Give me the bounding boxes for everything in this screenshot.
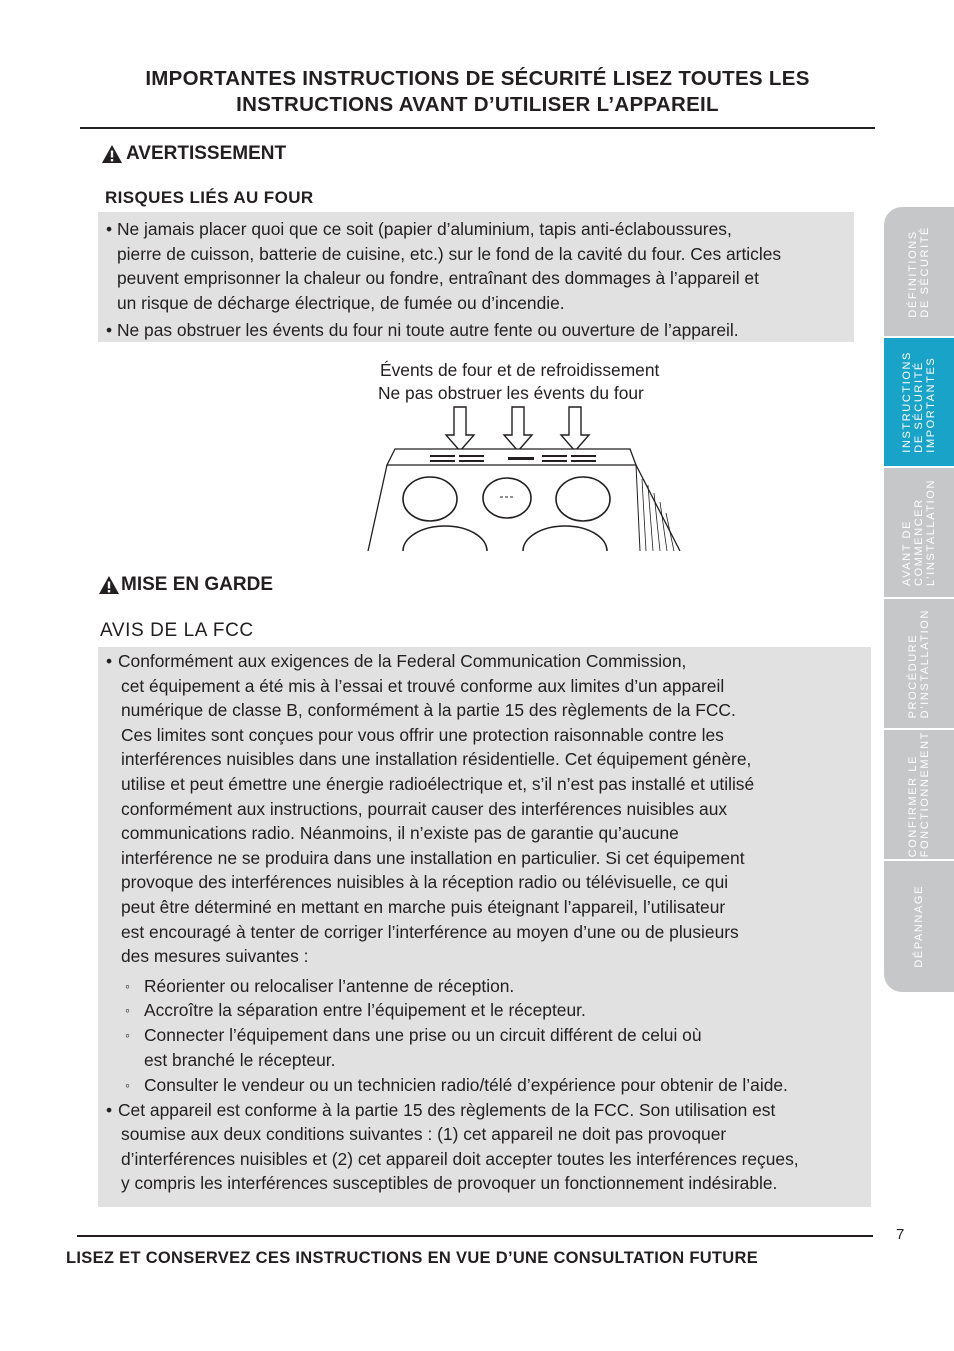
fcc-para1-line: communications radio. Néanmoins, il n’existe pas de garantie qu’aucune xyxy=(121,823,679,844)
measure-4: ◦ Consulter le vendeur ou un technicien radio/télé d’expérience pour obtenir de l’aide. xyxy=(144,1075,788,1096)
arrow-down-icon xyxy=(446,407,589,451)
caution-heading xyxy=(98,574,273,596)
tab-label: L’INSTALLATION xyxy=(925,479,937,586)
fcc-para1-line: interférence ne se produira dans une installation en particulier. Si cet équipement xyxy=(121,847,745,868)
fcc-para1-line: numérique de classe B, conformément à la partie 15 des règlements de la FCC. xyxy=(121,700,736,721)
footer-text: LISEZ ET CONSERVEZ CES INSTRUCTIONS EN VUE D’UNE CONSULTATION FUTURE xyxy=(66,1249,759,1267)
bullet2-text: • Ne pas obstruer les évents du four ni toute autre fente ou ouverture de l’appareil. xyxy=(117,320,739,341)
fcc-para1-line: utilise et peut émettre une énergie radioélectrique et, s’il n’est pas installé et utilisé xyxy=(121,773,755,794)
tab-label: IMPORTANTES xyxy=(925,356,937,453)
tab-label: INSTRUCTIONS xyxy=(901,351,913,453)
tab-important-safety-instructions[interactable] xyxy=(884,338,954,468)
tab-safety-definitions[interactable] xyxy=(884,207,954,338)
tab-label: DÉFINITIONS xyxy=(907,230,919,318)
list-item xyxy=(98,318,846,343)
page-number: 7 xyxy=(896,1226,905,1243)
fcc-para1-line: conformément aux instructions, pourrait causer des interférences nuisibles aux xyxy=(121,798,728,819)
list-item xyxy=(98,649,871,969)
list-item xyxy=(98,1073,871,1098)
measure-1: ◦ Réorienter ou relocaliser l’antenne de réception. xyxy=(144,975,515,996)
page-title xyxy=(80,66,875,118)
tab-label: DE SÉCURITÉ xyxy=(919,225,931,318)
tab-label: D’INSTALLATION xyxy=(919,608,931,719)
measure-3-line1: ◦ Connecter l’équipement dans une prise ou un circuit différent de celui où xyxy=(144,1024,702,1045)
fcc-para2-line: • Cet appareil est conforme à la partie 15 des règlements de la FCC. Son utilisation est xyxy=(118,1099,776,1120)
list-item xyxy=(98,1098,871,1196)
section-title-fcc: AVIS DE LA FCC xyxy=(100,620,254,641)
fcc-para1-line: provoque des interférences nuisibles à la réception radio ou télévisuelle, ce qui xyxy=(121,872,729,893)
fcc-para1-line: peut être déterminé en mettant en marche puis éteignant l’appareil, l’utilisateur xyxy=(121,896,726,917)
footer-divider xyxy=(77,1235,873,1237)
page-title-line1: IMPORTANTES INSTRUCTIONS DE SÉCURITÉ LISEZ TOUTES LES xyxy=(145,67,810,90)
fcc-para1-line: Ces limites sont conçues pour vous offrir une protection raisonnable contre les xyxy=(121,724,724,745)
tab-before-installation[interactable] xyxy=(884,468,954,599)
warning-box xyxy=(98,212,854,342)
fcc-para2-line: d’interférences nuisibles et (2) cet appareil doit accepter toutes les interférences reçues, xyxy=(121,1148,799,1169)
cooktop-vents-illustration xyxy=(340,405,685,551)
fcc-para1-line: • Conformément aux exigences de la Federal Communication Commission, xyxy=(118,651,687,671)
bullet1-line4: un risque de décharge électrique, de fumée ou d’incendie. xyxy=(117,292,565,313)
figure-caption-line1: Évents de four et de refroidissement xyxy=(380,360,660,380)
fcc-para1-line: des mesures suivantes : xyxy=(121,946,309,967)
tab-label: COMMENCER xyxy=(913,498,925,586)
tab-label: DÉPANNAGE xyxy=(913,885,925,968)
tab-label: FONCTIONNEMENT xyxy=(919,731,931,858)
caution-label: MISE EN GARDE xyxy=(121,574,274,595)
fcc-para2-line: y compris les interférences susceptibles de provoquer un fonctionnement indésirable. xyxy=(121,1173,778,1194)
tab-troubleshooting[interactable] xyxy=(884,861,954,992)
bullet1-line1: • Ne jamais placer quoi que ce soit (papier d’aluminium, tapis anti-éclaboussures, xyxy=(117,219,732,239)
list-item xyxy=(98,974,871,999)
figure-caption-line2: Ne pas obstruer les évents du four xyxy=(378,383,644,403)
page-title-line2: INSTRUCTIONS AVANT D’UTILISER L’APPAREIL xyxy=(236,93,719,116)
fcc-para1-line: cet équipement a été mis à l’essai et trouvé conforme aux limites d’un appareil xyxy=(121,675,725,696)
warning-triangle-icon xyxy=(98,575,120,595)
tab-label: DE SÉCURITÉ xyxy=(913,361,925,453)
tab-label: AVANT DE xyxy=(901,520,913,586)
tab-installation-procedure[interactable] xyxy=(884,599,954,730)
bullet1-line2: pierre de cuisson, batterie de cuisine, etc.) sur le fond de la cavité du four. Ces articles xyxy=(117,243,782,264)
bullet1-line3: peuvent emprisonner la chaleur ou fondre, entraînant des dommages à l’appareil et xyxy=(117,268,759,289)
fcc-box xyxy=(98,647,871,1207)
tab-confirm-operation[interactable] xyxy=(884,730,954,861)
list-item xyxy=(98,1023,871,1072)
measure-3-line2: est branché le récepteur. xyxy=(144,1049,336,1070)
measures-list xyxy=(98,974,871,1098)
fcc-para1-line: est encouragé à tenter de corriger l’interférence au moyen d’une ou de plusieurs xyxy=(121,921,739,942)
warning-label: AVERTISSEMENT xyxy=(126,143,287,164)
warning-triangle-icon xyxy=(101,144,123,164)
fcc-para2-line: soumise aux deux conditions suivantes : (1) cet appareil ne doit pas provoquer xyxy=(121,1124,727,1145)
tab-label: PROCÉDURE xyxy=(907,633,919,719)
list-item xyxy=(98,998,871,1023)
fcc-para1-line: interférences nuisibles dans une installation résidentielle. Cet équipement génère, xyxy=(121,749,752,770)
measure-2: ◦ Accroître la séparation entre l’équipement et le récepteur. xyxy=(144,1000,586,1021)
title-divider xyxy=(80,127,875,129)
section-title-oven-risks: RISQUES LIÉS AU FOUR xyxy=(105,188,314,207)
figure-caption xyxy=(378,359,659,405)
tab-label: CONFIRMER LE xyxy=(907,755,919,858)
list-item xyxy=(98,217,846,315)
warning-heading xyxy=(101,143,286,165)
